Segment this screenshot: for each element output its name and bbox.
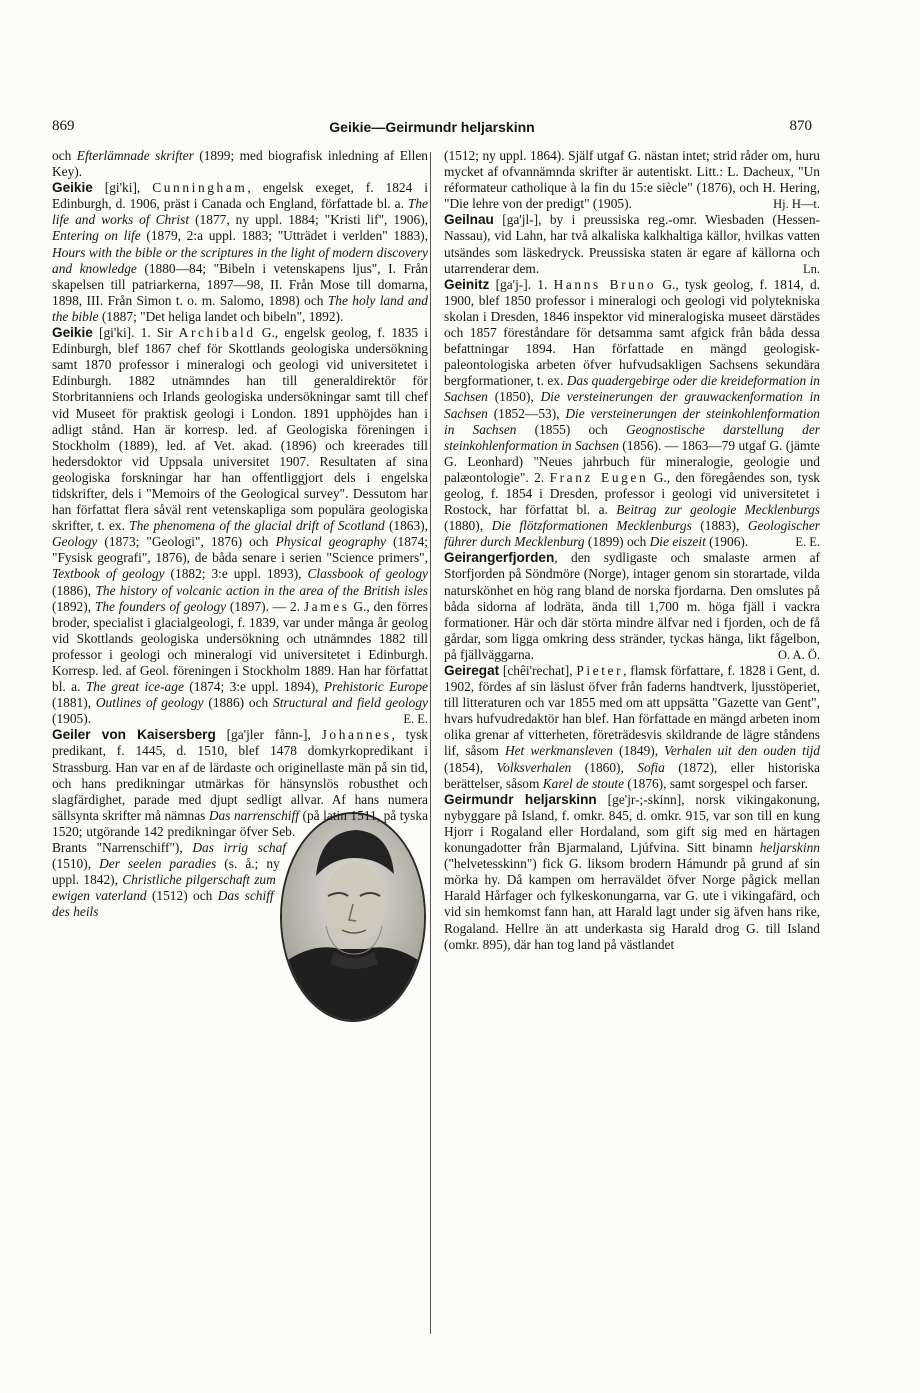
portrait-image [280,812,426,1022]
left-column [52,148,428,1026]
page-number-right: 870 [789,118,812,134]
page-header [52,116,812,138]
column-divider [430,152,431,1334]
entry-headword: Geilnau [444,212,494,228]
entry-headword: Geikie [52,325,93,341]
right-column [444,148,820,953]
author-signature: O. A. Ö. [777,647,820,662]
author-signature: Ln. [802,261,820,276]
entry-geikie-archibald-james: Geikie [gi'ki]. 1. Sir Archibald G., engelsk geolog, f. 1835 i Edinburgh, blef 1867 chef för Skottlands geologiska undersökning samt 1870 professor i mineralogi och geologi vid universitetet i Edinburgh. 1882 utnämndes han till generaldirektör för Storbritanniens och Irlands geologiska undersökningar samt till chef vid Museet för praktisk geologi i London. 1891 upphöjdes han i adligt stånd. Han är korresp. led. af Geologiska föreningen i Stockholm (1889), led. af Vet. akad. (1896) och kreerades till hedersdoktor vid Uppsala universitet 1907. Resultaten af sina geologiska forskningar har han offentliggjort dels i engelska tidskrifter, dels i "Memoirs of the Geological survey". Dessutom har han författat flera såväl rent vetenskapliga som populära geologiska skrifter, t. ex. The phenomena of the glacial drift of Scotland (1863), Geology (1873; "Geologi", 1876) och Physical geography (1874; "Fysisk geografi", 1876), de båda senare i serien "Science primers", Textbook of geology (1882; 3:e uppl. 1893), Classbook of geology (1886), The history of volcanic action in the area of the British isles (1892), The founders of geology (1897). — 2. James G., den förres broder, specialist i glacialgeologi, f. 1839, var under många år geolog vid Skottlands geologiska undersökning och utnämndes 1882 till professor i geologi och mineralogi vid universitetet i Edinburgh. Korresp. led. af Geol. föreningen i Stockholm 1889. Han har författat bl. a. The great ice-age (1874; 3:e uppl. 1894), Prehistoric Europe (1881), Outlines of geology (1886) och Structural and field geology (1905). E. E. [52,325,429,727]
entry-geikie-cunningham: Geikie [gi'ki], Cunningham, engelsk exeget, f. 1824 i Edinburgh, d. 1906, präst i Canada och England, författade bl. a. The life and works of Christ (1877, ny uppl. 1884; "Kristi lif", 1906), Entering on life (1879, 2:a uppl. 1883; "Utträdet i verlden" 1883), Hours with the bible or the scriptures in the light of modern discovery and knowledge (1880—84; "Bibeln i vetenskapens ljus", I. Från skapelsen till patriarkerna, 1897—98, II. Från Mose till domarna, 1898, III. Från Simon t. o. m. Salomo, 1898) och The holy land and the bible (1887; "Det heliga landet och bibeln", 1892). [52,180,428,324]
running-title: Geikie—Geirmundr heljarskinn [329,119,535,135]
entry-geirangerfjorden: Geirangerfjorden, den sydligaste och smalaste armen af Storfjorden på Söndmöre (Norge), intager genom sin storartade, vilda naturskönhet en hög rang bland de norska fjordarna. Den omslutes på båda sidorna af lodräta, ända till 1,700 m. höga fjäll i vackra formationer. Här och där störta mindre älfvar ned i fjorden, och de få gårdar, som ligga omkring dess stränder, tyckas hänga, likt fågelbon, på fjällväggarna. O. A. Ö. [444,550,820,662]
author-signature: E. E. [403,712,428,727]
author-signature: E. E. [795,535,820,550]
entry-headword: Geiregat [444,663,500,678]
author-signature: Hj. H—t. [773,197,820,212]
entry-headword: Geiler von Kaisersberg [52,727,216,743]
entry-geiler-von-kaisersberg: Geiler von Kaisersberg [ga'jler fånn-], Johannes, tysk predikant, f. 1445, d. 1510, blef 1478 domkyrkopredikant i Strassburg. Han var en af de lärdaste och originellaste män på sin tid, och hans predikningar utmärkas för hänsynslös robusthet och slagfärdighet, parade med djupt sedligt allvar. Af hans numera sällsynta skrifter må nämnas Das narrenschiff (på latin 1511, på tyska 1520; utgörande 142 predikningar öfver Seb. Brants "Narrenschiff"), Das irrig schaf (1510), Der seelen paradies (s. å.; ny uppl. 1842), Christliche pilgerschaft zum ewigen vaterland (1512) och Das schiff des heils [52,727,428,920]
entry-geilnau: Geilnau [ga'jl-], by i preussiska reg.-omr. Wiesbaden (Hessen-Nassau), vid Lahn, har två alkaliska kalkhaltiga källor, hvilkas vatten utsändes som läskedryck. Preussiska staten är egare af källorna och utarrenderar dem. Ln. [444,212,820,276]
entry-geinitz: Geinitz [ga'j-]. 1. Hanns Bruno G., tysk geolog, f. 1814, d. 1900, blef 1850 professor i mineralogi och geologi vid polytekniska skolan i Dresden, 1846 inspektor vid mineralogiska museet därstädes och 1857 föreståndare för detsamma samt afgick från båda dessa befattningar 1894. Han författade en mängd geologisk-paleontologiska arbeten öfver hufvudsakligen Sachsens sekundära bergformationer, t. ex. Das quadergebirge oder die kreideformation in Sachsen (1850), Die versteinerungen der grauwackenformation in Sachsen (1852—53), Die versteinerungen der steinkohlenformation in Sachsen (1855) och Geognostische darstellung der steinkohlenformation in Sachsen (1856). — 1863—79 utgaf G. (jämte G. Leonhard) "Neues jahrbuch für mineralogie, geologie und palæontologie". 2. Franz Eugen G., den föregåendes son, tysk geolog, f. 1854 i Dresden, professor i geologi vid universitetet i Rostock, har författat bl. a. Beitrag zur geologie Mecklenburgs (1880), Die flötzformationen Mecklenburgs (1883), Geologischer führer durch Mecklenburg (1899) och Die eiszeit (1906). E. E. [444,276,821,550]
entry-headword: Geinitz [444,276,490,292]
portrait-figure [280,812,428,1024]
entry-geirmundr-heljarskinn: Geirmundr heljarskinn [ge'jr-;-skinn], norsk vikingakonung, nybyggare på Island, f. omkr. 845, d. omkr. 915, var son till en kung Hjorr i Rogaland eller Hordaland, som gift sig med en härtagen konungadotter från Bjarmaland, Ljúfvina. Sitt binamn heljarskinn ("helvetesskinn") fick G. liksom brodern Hámundr på grund af sin mörka hy. Då kampen om herraväldet öfver Norge pågick mellan Harald Hårfager och fylkeskonungarna, var G. ute i vikingafärd, och vid sin hemkomst fann han, att Harald lagt under sig äfven hans rike, Rogaland. Hellre än att underkasta sig Harald drog G. till Island (omkr. 895), där han tog land på västlandet [444,791,820,952]
page-number-left: 869 [52,118,75,134]
entry-headword: Geikie [52,180,93,196]
entry-geiregat: Geiregat [chêi'rechat], Pieter, flamsk författare, f. 1828 i Gent, d. 1902, fördes af sin läslust öfver från faderns handtverk, ljusstöperiet, till litteraturen och var 1855 med om att uppsätta "Gazette van Gent", hvars hufvudredaktör han blef. Han författade en mängd arbeten inom olika grenar af vitterheten, företrädesvis skildrande de lägre ståndens lif, såsom Het werkmansleven (1849), Verhalen uit den ouden tijd (1854), Volksverhalen (1860), Sofia (1872), eller historiska berättelser, såsom Karel de stoute (1876), samt sorgespel och farser. [444,663,820,791]
entry-headword: Geirmundr heljarskinn [444,791,597,807]
entry-continuation: och Efterlämnade skrifter (1899; med biografisk inledning af Ellen Key). [52,148,428,180]
entry-headword: Geirangerfjorden [444,550,555,566]
entry-continuation-geiler: (1512; ny uppl. 1864). Själf utgaf G. nästan intet; strid råder om, huru mycket af ofvannämnda skrifter är autentiskt. Litt.: L. Dacheux, "Un réformateur catholique à la fin du 15:e siècle" (1876), och H. Hering, "Die lehre von der predigt" (1905). Hj. H—t. [444,148,820,212]
